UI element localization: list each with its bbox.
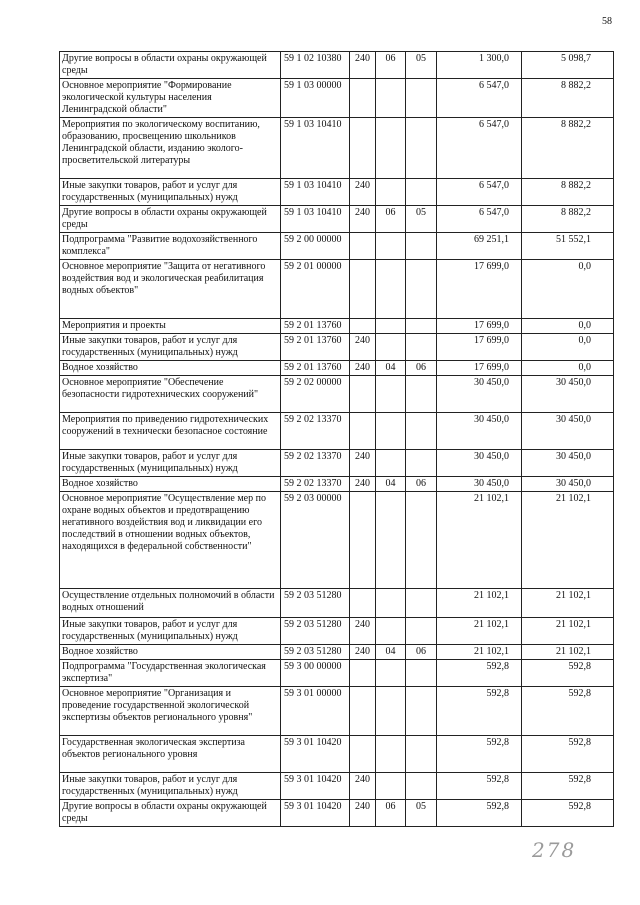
target-code: 59 3 01 10420 [281,800,350,827]
section [376,233,406,260]
amount-year-2: 51 552,1 [522,233,614,260]
target-code: 59 2 03 51280 [281,645,350,660]
expense-type: 240 [350,773,376,800]
target-code: 59 2 01 13760 [281,319,350,334]
section [376,118,406,179]
subsection: 05 [406,52,437,79]
table-row [60,319,614,334]
subsection [406,589,437,618]
amount-year-2: 30 450,0 [522,477,614,492]
expense-type: 240 [350,477,376,492]
item-name: Иные закупки товаров, работ и услуг для государственных (муниципальных) нужд [60,334,281,361]
amount-year-2: 21 102,1 [522,618,614,645]
amount-year-2: 30 450,0 [522,376,614,413]
target-code: 59 2 00 00000 [281,233,350,260]
section [376,334,406,361]
expense-type [350,118,376,179]
expense-type: 240 [350,52,376,79]
target-code: 59 3 01 10420 [281,736,350,773]
budget-table [59,51,614,827]
table-row [60,687,614,736]
amount-year-2: 592,8 [522,800,614,827]
table-row [60,118,614,179]
expense-type [350,260,376,319]
target-code: 59 2 03 00000 [281,492,350,589]
table-row [60,589,614,618]
target-code: 59 2 02 13370 [281,450,350,477]
table-row [60,52,614,79]
amount-year-1: 21 102,1 [437,645,522,660]
subsection: 06 [406,645,437,660]
amount-year-1: 6 547,0 [437,206,522,233]
item-name: Другие вопросы в области охраны окружающей среды [60,52,281,79]
table-row [60,618,614,645]
amount-year-1: 30 450,0 [437,477,522,492]
subsection: 06 [406,477,437,492]
table-row [60,260,614,319]
table-row [60,334,614,361]
subsection [406,79,437,118]
subsection [406,618,437,645]
item-name: Основное мероприятие "Защита от негативного воздействия вод и экологическая реабилитация водных объектов" [60,260,281,319]
expense-type: 240 [350,206,376,233]
amount-year-2: 592,8 [522,687,614,736]
target-code: 59 1 03 00000 [281,79,350,118]
page-number: 58 [602,16,612,27]
amount-year-1: 21 102,1 [437,589,522,618]
table-row [60,800,614,827]
amount-year-2: 8 882,2 [522,179,614,206]
target-code: 59 2 01 00000 [281,260,350,319]
amount-year-2: 8 882,2 [522,118,614,179]
section [376,376,406,413]
subsection: 06 [406,361,437,376]
subsection [406,773,437,800]
expense-type: 240 [350,361,376,376]
table-row [60,660,614,687]
expense-type: 240 [350,645,376,660]
section: 06 [376,800,406,827]
expense-type [350,687,376,736]
section: 06 [376,52,406,79]
subsection [406,660,437,687]
subsection [406,736,437,773]
item-name: Иные закупки товаров, работ и услуг для государственных (муниципальных) нужд [60,773,281,800]
table-row [60,492,614,589]
target-code: 59 2 01 13760 [281,361,350,376]
amount-year-2: 21 102,1 [522,645,614,660]
section [376,260,406,319]
target-code: 59 1 03 10410 [281,179,350,206]
item-name: Подпрограмма "Государственная экологическая экспертиза" [60,660,281,687]
table-row [60,179,614,206]
section: 06 [376,206,406,233]
amount-year-1: 17 699,0 [437,334,522,361]
amount-year-1: 21 102,1 [437,618,522,645]
amount-year-2: 21 102,1 [522,589,614,618]
item-name: Другие вопросы в области охраны окружающей среды [60,800,281,827]
table-row [60,376,614,413]
expense-type: 240 [350,450,376,477]
subsection: 05 [406,206,437,233]
item-name: Осуществление отдельных полномочий в области водных отношений [60,589,281,618]
amount-year-1: 30 450,0 [437,450,522,477]
table-row [60,450,614,477]
amount-year-1: 592,8 [437,736,522,773]
target-code: 59 3 01 10420 [281,773,350,800]
target-code: 59 2 02 00000 [281,376,350,413]
amount-year-1: 592,8 [437,800,522,827]
amount-year-1: 69 251,1 [437,233,522,260]
table-row [60,361,614,376]
target-code: 59 2 01 13760 [281,334,350,361]
subsection [406,179,437,206]
expense-type [350,79,376,118]
target-code: 59 2 02 13370 [281,413,350,450]
expense-type [350,413,376,450]
table-row [60,736,614,773]
amount-year-1: 6 547,0 [437,179,522,206]
section [376,736,406,773]
subsection: 05 [406,800,437,827]
subsection [406,413,437,450]
target-code: 59 3 01 00000 [281,687,350,736]
amount-year-1: 592,8 [437,773,522,800]
amount-year-1: 30 450,0 [437,413,522,450]
expense-type [350,319,376,334]
target-code: 59 2 03 51280 [281,589,350,618]
amount-year-1: 17 699,0 [437,260,522,319]
amount-year-2: 0,0 [522,334,614,361]
target-code: 59 2 03 51280 [281,618,350,645]
table-row [60,413,614,450]
subsection [406,233,437,260]
expense-type: 240 [350,618,376,645]
expense-type: 240 [350,334,376,361]
table-row [60,645,614,660]
section [376,492,406,589]
expense-type [350,492,376,589]
handwritten-page-stamp: 278 [532,838,577,862]
target-code: 59 3 00 00000 [281,660,350,687]
target-code: 59 1 03 10410 [281,206,350,233]
table-row [60,233,614,260]
subsection [406,118,437,179]
subsection [406,260,437,319]
expense-type [350,660,376,687]
item-name: Мероприятия и проекты [60,319,281,334]
table-row [60,773,614,800]
amount-year-2: 592,8 [522,773,614,800]
amount-year-2: 0,0 [522,361,614,376]
section: 04 [376,361,406,376]
section [376,450,406,477]
expense-type [350,376,376,413]
section [376,660,406,687]
subsection [406,376,437,413]
amount-year-2: 5 098,7 [522,52,614,79]
item-name: Основное мероприятие "Осуществление мер по охране водных объектов и предотвращению негативного воздействия вод и ликвидации его последствий в отношении водных объектов, находящихся в федеральной собственности" [60,492,281,589]
item-name: Водное хозяйство [60,477,281,492]
item-name: Основное мероприятие "Формирование экологической культуры населения Ленинградской области" [60,79,281,118]
subsection [406,450,437,477]
section [376,179,406,206]
subsection [406,492,437,589]
table-row [60,206,614,233]
amount-year-1: 6 547,0 [437,118,522,179]
amount-year-2: 30 450,0 [522,450,614,477]
section: 04 [376,477,406,492]
section [376,79,406,118]
subsection [406,687,437,736]
item-name: Иные закупки товаров, работ и услуг для государственных (муниципальных) нужд [60,450,281,477]
amount-year-2: 592,8 [522,660,614,687]
expense-type: 240 [350,179,376,206]
amount-year-1: 30 450,0 [437,376,522,413]
amount-year-2: 21 102,1 [522,492,614,589]
subsection [406,319,437,334]
amount-year-2: 30 450,0 [522,413,614,450]
amount-year-2: 8 882,2 [522,206,614,233]
item-name: Основное мероприятие "Организация и проведение государственной экологической экспертизы объектов регионального уровня" [60,687,281,736]
amount-year-1: 1 300,0 [437,52,522,79]
section: 04 [376,645,406,660]
subsection [406,334,437,361]
item-name: Водное хозяйство [60,361,281,376]
item-name: Другие вопросы в области охраны окружающей среды [60,206,281,233]
item-name: Мероприятия по экологическому воспитанию, образованию, просвещению школьников Ленинградской области, изданию эколого-просветительской литературы [60,118,281,179]
amount-year-1: 6 547,0 [437,79,522,118]
section [376,618,406,645]
amount-year-2: 8 882,2 [522,79,614,118]
target-code: 59 1 03 10410 [281,118,350,179]
amount-year-1: 592,8 [437,687,522,736]
amount-year-2: 0,0 [522,319,614,334]
amount-year-2: 0,0 [522,260,614,319]
item-name: Мероприятия по приведению гидротехнических сооружений в технически безопасное состояние [60,413,281,450]
amount-year-1: 17 699,0 [437,319,522,334]
target-code: 59 1 02 10380 [281,52,350,79]
item-name: Иные закупки товаров, работ и услуг для государственных (муниципальных) нужд [60,179,281,206]
section [376,589,406,618]
item-name: Водное хозяйство [60,645,281,660]
table-row [60,79,614,118]
amount-year-1: 21 102,1 [437,492,522,589]
amount-year-2: 592,8 [522,736,614,773]
item-name: Государственная экологическая экспертиза объектов регионального уровня [60,736,281,773]
amount-year-1: 17 699,0 [437,361,522,376]
amount-year-1: 592,8 [437,660,522,687]
item-name: Иные закупки товаров, работ и услуг для государственных (муниципальных) нужд [60,618,281,645]
section [376,413,406,450]
expense-type [350,736,376,773]
table-row [60,477,614,492]
section [376,319,406,334]
expense-type [350,589,376,618]
item-name: Основное мероприятие "Обеспечение безопасности гидротехнических сооружений" [60,376,281,413]
expense-type: 240 [350,800,376,827]
target-code: 59 2 02 13370 [281,477,350,492]
item-name: Подпрограмма "Развитие водохозяйственного комплекса" [60,233,281,260]
section [376,687,406,736]
expense-type [350,233,376,260]
section [376,773,406,800]
